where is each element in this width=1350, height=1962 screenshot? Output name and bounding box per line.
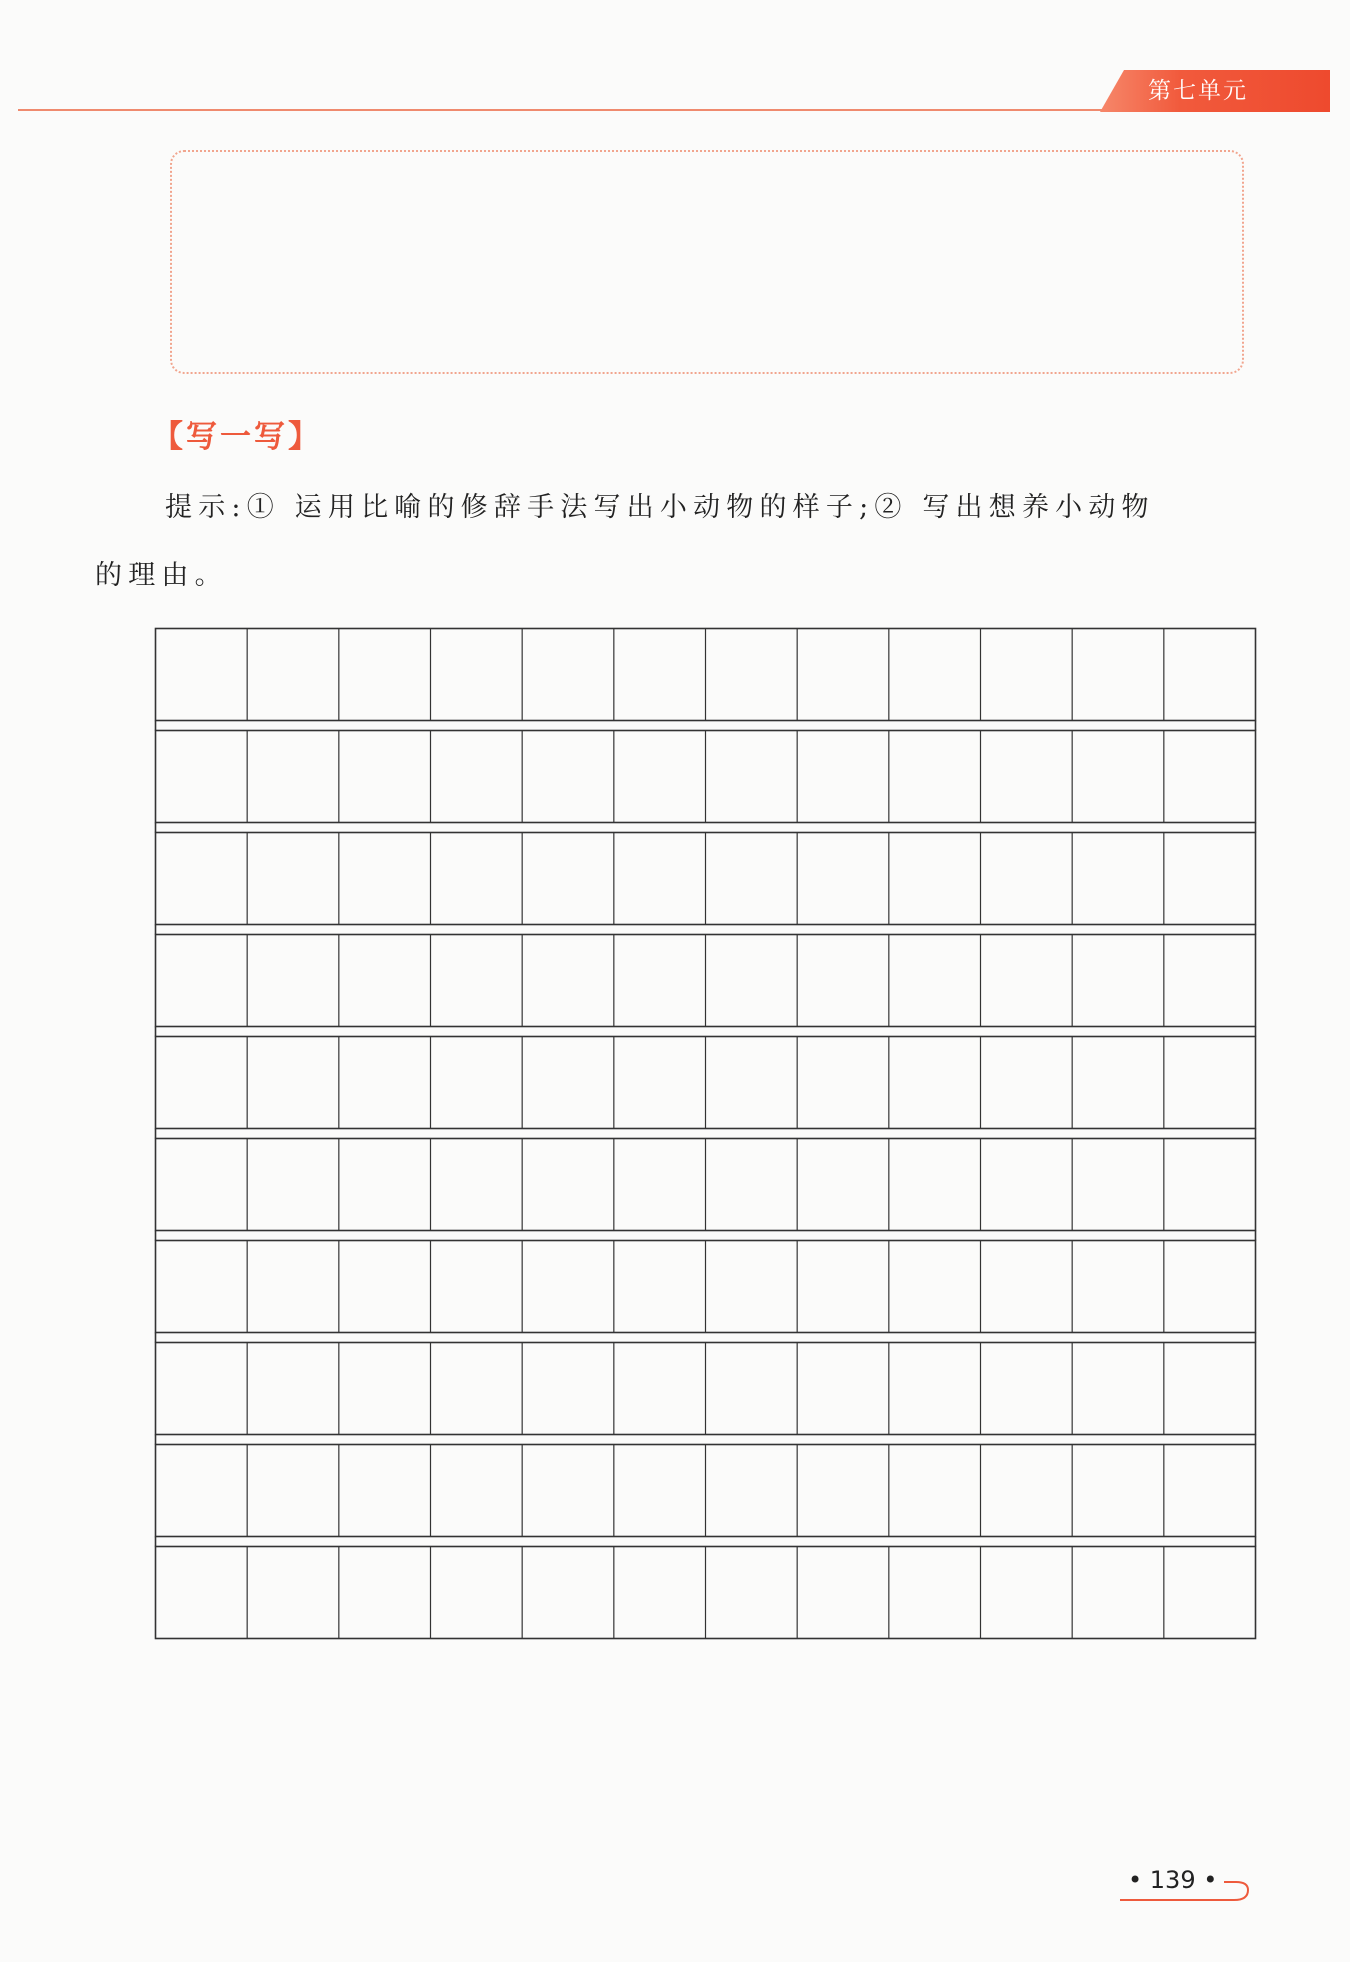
grid-row[interactable]	[156, 935, 1256, 1027]
grid-row[interactable]	[156, 1343, 1256, 1435]
grid-row[interactable]	[156, 1547, 1256, 1639]
page-number-underline	[1118, 1876, 1252, 1904]
page-number: • 139 •	[1128, 1866, 1218, 1894]
grid-row[interactable]	[156, 1037, 1256, 1129]
answer-box[interactable]	[170, 150, 1244, 374]
grid-row[interactable]	[156, 1445, 1256, 1537]
unit-label: 第七单元	[1148, 78, 1248, 104]
grid-row[interactable]	[156, 833, 1256, 925]
hint-line-2: 的理由。	[95, 560, 228, 591]
grid-row[interactable]	[156, 1139, 1256, 1231]
section-heading: 【写一写】	[152, 419, 322, 455]
writing-grid-svg	[154, 627, 1257, 1647]
grid-row[interactable]	[156, 1241, 1256, 1333]
writing-grid[interactable]	[154, 627, 1257, 1647]
grid-row[interactable]	[156, 731, 1256, 823]
grid-row[interactable]	[156, 629, 1256, 721]
hint-line-1: 提示:① 运用比喻的修辞手法写出小动物的样子;② 写出想养小动物	[165, 492, 1155, 523]
